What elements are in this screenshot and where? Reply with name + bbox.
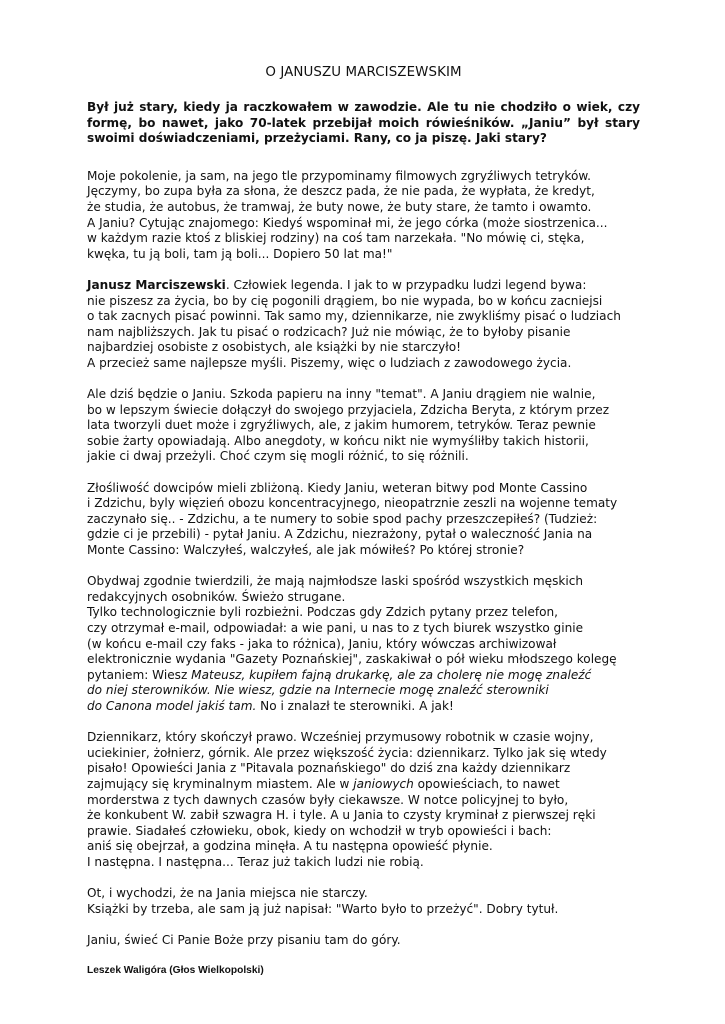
text-line: uciekinier, żołnierz, górnik. Ale przez większość życia: dziennikarz. Tylko jak się wtedy xyxy=(87,745,607,760)
italic-word: janiowych xyxy=(353,776,414,791)
text-line: kwęka, tu ją boli, tam ją boli... Dopiero 50 lat ma!" xyxy=(87,246,393,261)
text-line: Moje pokolenie, ja sam, na jego tle przypominamy filmowych zgryźliwych tetryków. xyxy=(87,168,591,183)
italic-quote: Mateusz, kupiłem fajną drukarkę, ale za cholerę nie mogę znaleźć xyxy=(191,667,592,682)
text-fragment: pytaniem: Wiesz xyxy=(87,667,192,682)
text-line: zaczynało się.. - Zdzichu, a te numery to sobie spod pachy przeszczepiłeś? (Tudzież: xyxy=(87,511,598,526)
text-line: Tylko technologicznie byli rozbieżni. Podczas gdy Zdzich pytany przez telefon, xyxy=(87,605,558,620)
text-line: sobie żarty opowiadają. Albo anegdoty, w końcu nikt nie wymyśliłby takich historii, xyxy=(87,433,589,448)
text-fragment: No i znalazł te sterowniki. A jak! xyxy=(256,698,454,713)
text-line: I następna. I następna... Teraz już takich ludzi nie robią. xyxy=(87,854,424,869)
text-line: elektronicznie wydania "Gazety Poznańskiej", zaskakiwał o pół wieku młodszego kolegę xyxy=(87,652,617,667)
author-signature: Leszek Waligóra (Głos Wielkopolski) xyxy=(87,965,264,977)
text-line: bo w lepszym świecie dołączył do swojego przyjaciela, Zdzicha Beryta, z którym przez xyxy=(87,402,610,417)
text-line: nie piszesz za życia, bo by cię pogonili drągiem, bo nie wypada, bo w końcu zacniejsi xyxy=(87,293,603,308)
text-line: pisało! Opowieści Jania z "Pitavala poznańskiego" do dziś zna każdy dziennikarz xyxy=(87,761,571,776)
text-line: nam najbliższych. Jak tu pisać o rodzicach? Już nie mówiąc, że to byłoby pisanie xyxy=(87,324,571,339)
text-line: że konkubent W. zabił szwagra H. i tyle. A u Jania to czysty kryminał z pierwszej ręki xyxy=(87,808,596,823)
text-line xyxy=(87,668,640,684)
paragraph-7 xyxy=(87,886,640,917)
text-line: Ale dziś będzie o Janiu. Szkoda papieru na inny "temat". A Janiu drągiem nie walnie, xyxy=(87,387,596,402)
text-line: redakcyjnych osobników. Świeżo strugane. xyxy=(87,589,346,604)
text-line: prawie. Siadałeś człowieku, obok, kiedy on wchodził w tryb opowieści i bach: xyxy=(87,823,552,838)
text-line xyxy=(87,777,640,793)
paragraph-8 xyxy=(87,933,640,949)
text-line: o tak zacnych pisać powinni. Tak samo my, dziennikarze, nie zwykliśmy pisać o ludziach xyxy=(87,309,621,324)
document-page xyxy=(87,64,640,978)
text-line: gdzie ci je przebili) - pytał Janiu. A Zdzichu, niezrażony, pytał o waleczność Jania na xyxy=(87,527,593,542)
paragraph-5 xyxy=(87,574,640,714)
paragraph-2 xyxy=(87,278,640,372)
name-bold: Janusz Marciszewski xyxy=(87,277,226,292)
text-fragment: zajmujący się kryminalnym miastem. Ale w xyxy=(87,776,354,791)
text-line: A Janiu? Cytując znajomego: Kiedyś wspominał mi, że jego córka (może siostrzenica... xyxy=(87,215,608,230)
paragraph-4 xyxy=(87,481,640,559)
text-line: Książki by trzeba, ale sam ją już napisał: "Warto było to przeżyć". Dobry tytuł. xyxy=(87,901,559,916)
paragraph-1 xyxy=(87,169,640,263)
text-line: i Zdzichu, byly więzień obozu koncentracyjnego, nieopatrznie zeszli na wojenne tematy xyxy=(87,496,618,511)
text-line: aniś się obejrzał, a godzina minęła. A tu następna opowieść płynie. xyxy=(87,839,493,854)
text-line: (w końcu e-mail czy faks - jaka to różnica), Janiu, który wówczas archiwizował xyxy=(87,636,557,651)
italic-quote: do niej sterowników. Nie wiesz, gdzie na Internecie mogę znaleźć sterowniki xyxy=(87,683,549,698)
text-line: Janiu, świeć Ci Panie Boże przy pisaniu tam do góry. xyxy=(87,932,401,947)
paragraph-6 xyxy=(87,730,640,870)
text-line: w każdym razie ktoś z bliskiej rodziny) na coś tam narzekała. "No mówię ci, stęka, xyxy=(87,231,585,246)
text-line: morderstwa z tych dawnych czasów były ciekawsze. W notce policyjnej to było, xyxy=(87,792,569,807)
text-line: czy otrzymał e-mail, odpowiadał: a wie pani, u nas to z tych biurek wszystko ginie xyxy=(87,621,584,635)
italic-quote: do Canona model jakiś tam. xyxy=(87,698,257,713)
text-line: Jęczymy, bo zupa była za słona, że deszcz pada, że nie pada, że wypłata, że kredyt, xyxy=(87,184,595,199)
text-line: lata tworzyli duet może i zgryźliwych, ale, z jakim humorem, tetryków. Teraz pewnie xyxy=(87,418,596,433)
document-title: O JANUSZU MARCISZEWSKIM xyxy=(265,65,462,80)
lead-paragraph: Był już stary, kiedy ja raczkowałem w zawodzie. Ale tu nie chodziło o wiek, czy formę, bo nawet, jako 70-latek przebijał moich rówieśników. „Janiu” był stary swoimi doświadczeniami, przeżyciami. Rany, co ja piszę. Jaki stary? xyxy=(87,100,640,146)
text-line xyxy=(87,278,640,294)
text-line: Monte Cassino: Walczyłeś, walczyłeś, ale jak mówiłeś? Po której stronie? xyxy=(87,543,525,558)
text-line: A przecież same najlepsze myśli. Piszemy, więc o ludziach z zawodowego życia. xyxy=(87,355,572,370)
text-fragment: . Człowiek legenda. I jak to w przypadku ludzi legend bywa: xyxy=(225,277,587,292)
paragraph-3 xyxy=(87,387,640,465)
text-line: Złośliwość dowcipów mieli zbliżoną. Kiedy Janiu, weteran bitwy pod Monte Cassino xyxy=(87,480,588,495)
text-fragment: opowieściach, to nawet xyxy=(413,776,560,791)
text-line: Dziennikarz, który skończył prawo. Wcześniej przymusowy robotnik w czasie wojny, xyxy=(87,730,594,745)
text-line: jakie ci dwaj przeżyli. Choć czym się mogli różnić, to się różnili. xyxy=(87,449,469,464)
text-line: najbardziej osobiste z osobistych, ale książki by nie starczyło! xyxy=(87,340,461,355)
text-line: że studia, że autobus, że tramwaj, że buty nowe, że buty stare, że tamto i owamto. xyxy=(87,199,592,214)
text-line xyxy=(87,699,640,715)
text-line: Obydwaj zgodnie twierdzili, że mają najmłodsze laski spośród wszystkich męskich xyxy=(87,574,584,589)
text-line: Ot, i wychodzi, że na Jania miejsca nie starczy. xyxy=(87,886,368,901)
